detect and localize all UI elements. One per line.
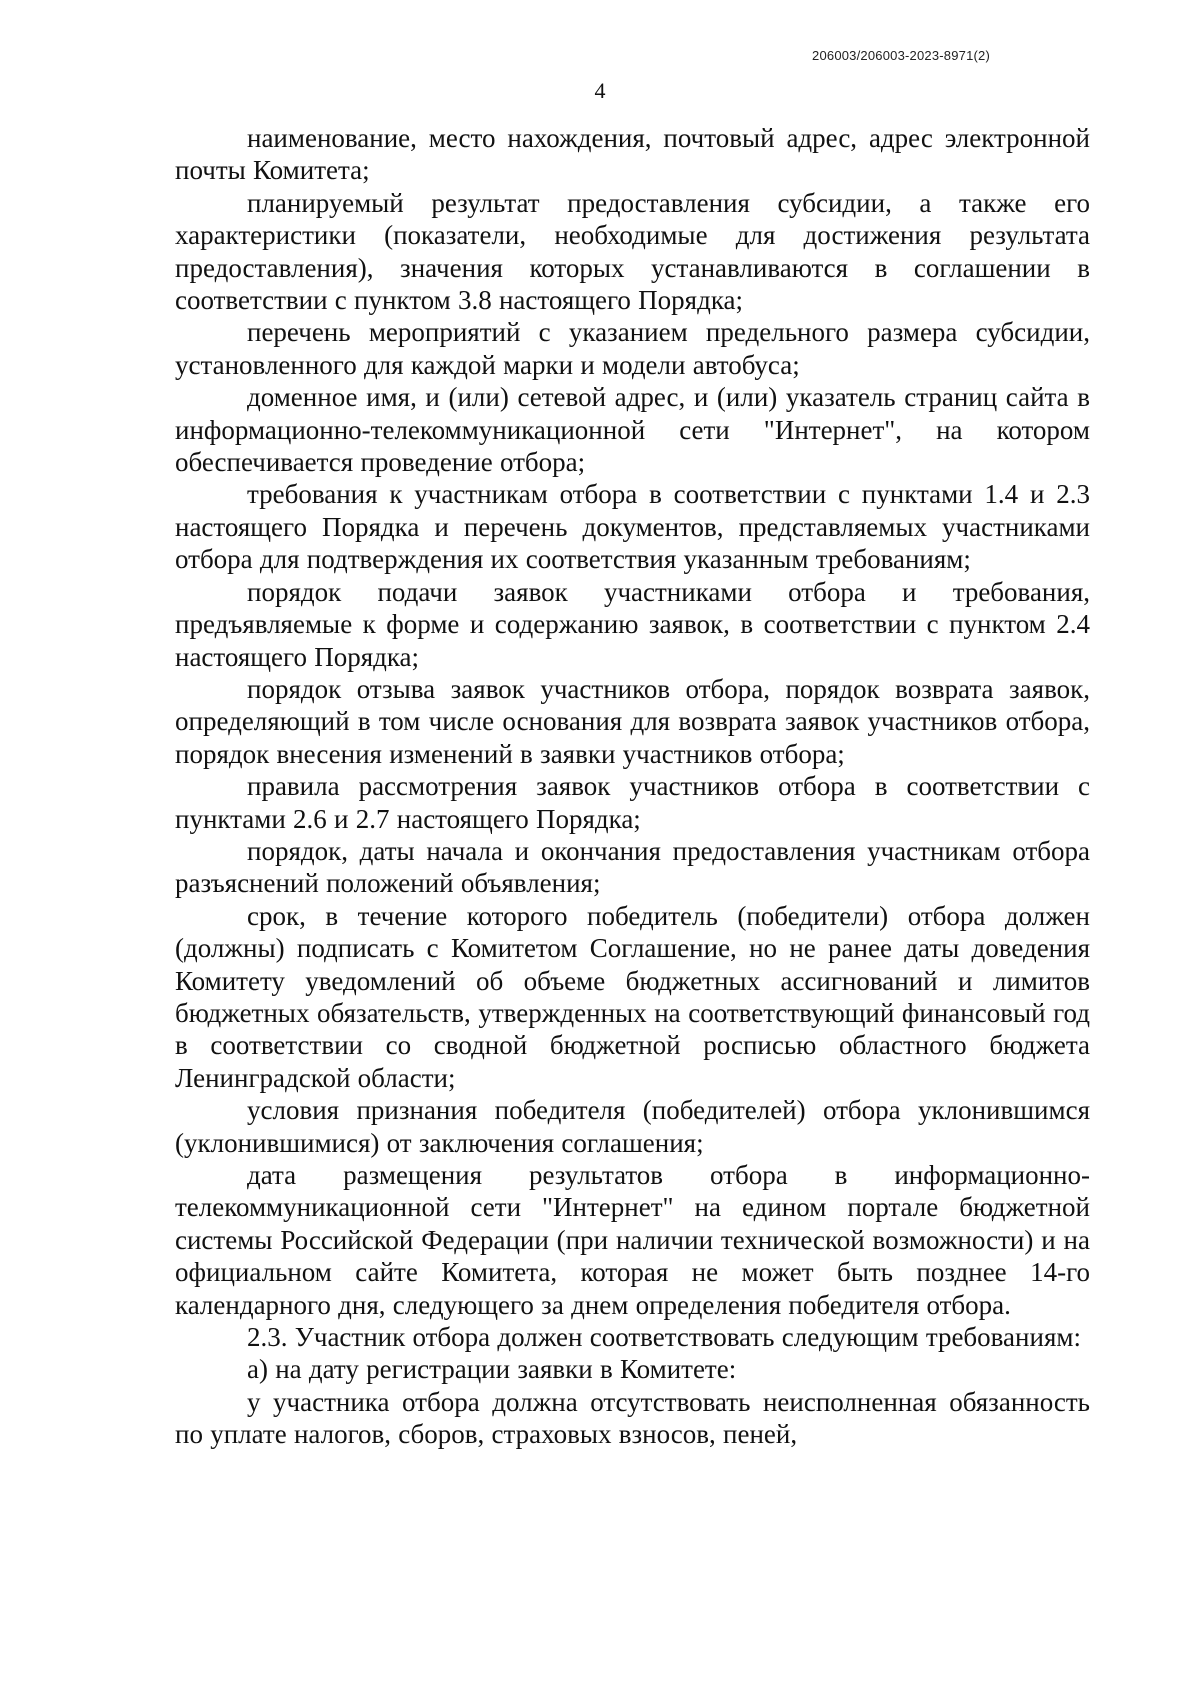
paragraph-committee-contacts: наименование, место нахождения, почтовый адрес, адрес электронной почты Комитета; [175, 123, 1090, 186]
paragraph-clarification-dates: порядок, даты начала и окончания предоставления участникам отбора разъяснений положений объявления; [175, 835, 1090, 899]
paragraph-domain-name: доменное имя, и (или) сетевой адрес, и (или) указатель страниц сайта в информационно-телекоммуникационной сети "Интернет", на котором обеспечивается проведение отбора; [175, 382, 1090, 478]
paragraph-results-publication: дата размещения результатов отбора в информационно-телекоммуникационной сети "Интернет" на едином портале бюджетной системы Российской Федерации (при наличии технической возможности) и на официальном сайте Комитета, которая не может быть позднее 14-го календарного дня, следующего за днем определения победителя отбора. [175, 1160, 1090, 1320]
paragraph-evasion-conditions: условия признания победителя (победителей) отбора уклонившимся (уклонившимися) от заключения соглашения; [175, 1095, 1090, 1158]
paragraph-item-a: а) на дату регистрации заявки в Комитете: [247, 1354, 737, 1385]
paragraph-signing-deadline: срок, в течение которого победитель (победители) отбора должен (должны) подписать с Комитетом Соглашение, но не ранее даты доведения Комитету уведомлений об объеме бюджетных ассигнований и лимитов бюджетных обязательств, утвержденных на соответствующий финансовый год в соответствии со сводной бюджетной росписью областного бюджета Ленинградской области; [175, 900, 1090, 1093]
paragraph-planned-result: планируемый результат предоставления субсидии, а также его характеристики (показатели, необходимые для достижения результата предоставления), значения которых устанавливаются в соглашении в соответствии с пунктом 3.8 настоящего Порядка; [175, 187, 1090, 316]
paragraph-withdrawal-procedure: порядок отзыва заявок участников отбора, порядок возврата заявок, определяющий в том числе основания для возврата заявок участников отбора, порядок внесения изменений в заявки участников отбора; [175, 673, 1090, 769]
paragraph-section-2-3: 2.3. Участник отбора должен соответствовать следующим требованиям: [247, 1322, 1081, 1353]
paragraph-participant-requirements: требования к участникам отбора в соответствии с пунктами 1.4 и 2.3 настоящего Порядка и перечень документов, представляемых участниками отбора для подтверждения их соответствия указанным требованиям; [175, 479, 1090, 575]
paragraph-review-rules: правила рассмотрения заявок участников отбора в соответствии с пунктами 2.6 и 2.7 настоящего Порядка; [175, 771, 1090, 834]
document-body [175, 122, 1090, 1451]
paragraph-activities-list: перечень мероприятий с указанием предельного размера субсидии, установленного для каждой марки и модели автобуса; [175, 317, 1090, 380]
document-registration-number: 206003/206003-2023-8971(2) [812, 48, 990, 63]
page-number: 4 [594, 78, 606, 103]
paragraph-tax-obligation: у участника отбора должна отсутствовать неисполненная обязанность по уплате налогов, сборов, страховых взносов, пеней, [175, 1386, 1090, 1450]
paragraph-application-procedure: порядок подачи заявок участниками отбора и требования, предъявляемые к форме и содержанию заявок, в соответствии с пунктом 2.4 настоящего Порядка; [175, 576, 1090, 672]
